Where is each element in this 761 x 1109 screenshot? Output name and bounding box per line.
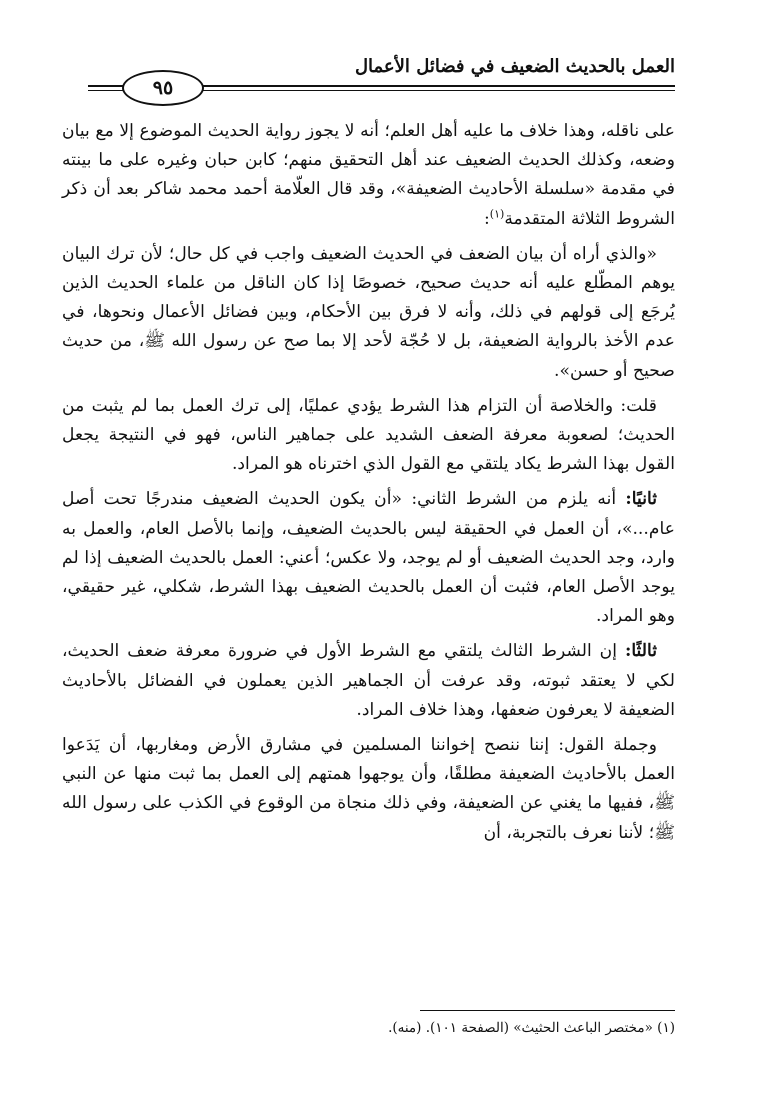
paragraph-3 <box>62 392 675 480</box>
main-text <box>62 117 675 854</box>
paragraph-tail: : <box>484 208 490 229</box>
section-keyword: ثالثًا: <box>624 641 657 662</box>
paragraph-2-quote <box>62 240 675 386</box>
paragraph-text: على ناقله، وهذا خلاف ما عليه أهل العلم؛ أنه لا يجوز رواية الحديث الموضوع إلا مع بيان وضعه، وكذلك الحديث الضعيف عند أهل التحقيق منهم؛ كابن حبان وغيره على ما بينته في مقدمة «سلسلة الأحاديث الضعيفة»، وقد قال العلّامة أحمد محمد شاكر بعد أن ذكر الشروط الثلاثة المتقدمة <box>62 121 675 229</box>
running-title: العمل بالحديث الضعيف في فضائل الأعمال <box>354 56 675 77</box>
running-header <box>88 56 675 102</box>
paragraph-text: أنه يلزم من الشرط الثاني: «أن يكون الحديث الضعيف مندرجًا تحت أصل عام...»، أن العمل في الحقيقة ليس بالحديث الضعيف، وإنما بالأصل العام، والعمل به وارد، وجد الحديث الضعيف أو لم يوجد، ولا عكس؛ أعني: العمل بالحديث الضعيف إذا لم يوجد الأصل العام، فثبت أن العمل بالحديث الضعيف بهذا الشرط، شكلي، غير حقيقي، وهو المراد. <box>62 489 675 627</box>
footnote <box>388 1020 675 1036</box>
paragraph-text: وجملة القول: إننا ننصح إخواننا المسلمين في مشارق الأرض ومغاربها، أن يَدَعوا العمل بالأحاديث الضعيفة مطلقًا، وأن يوجهوا همتهم إلى العمل بما ثبت منها عن النبي ﷺ، ففيها ما يغني عن الضعيفة، وفي ذلك منجاة من الوقوع في الكذب على رسول الله ﷺ؛ لأننا نعرف بالتجربة، أن <box>62 735 675 843</box>
paragraph-text: «والذي أراه أن بيان الضعف في الحديث الضعيف واجب في كل حال؛ لأن ترك البيان يوهم المطّلع عليه أنه حديث صحيح، خصوصًا إذا كان الناقل من علماء الحديث الذين يُرجَع إلى قولهم في ذلك، وأنه لا فرق بين الأحكام، وبين فضائل الأعمال ونحوها، في عدم الأخذ بالرواية الضعيفة، بل لا حُجّة لأحد إلا بما صح عن رسول الله ﷺ، من حديث صحيح أو حسن». <box>62 243 675 381</box>
footnote-reference: (١) <box>489 206 505 220</box>
paragraph-text: إن الشرط الثالث يلتقي مع الشرط الأول في ضرورة معرفة ضعف الحديث، لكي لا يعتقد ثبوته، وقد عرفت أن الجماهير الذين يعملون في الفضائل بالأحاديث الضعيفة لا يعرفون ضعفها، وهذا خلاف المراد. <box>62 641 675 720</box>
section-keyword: ثانيًا: <box>625 489 657 510</box>
page-number: ٩٥ <box>122 70 204 106</box>
paragraph-4-secondly <box>62 485 675 631</box>
paragraph-5-thirdly <box>62 637 675 725</box>
paragraph-1 <box>62 117 675 234</box>
footnote-divider <box>420 1010 675 1011</box>
footnote-text: «مختصر الباعث الحثيث» (الصفحة ١٠١). (منه). <box>388 1020 653 1036</box>
footnote-marker: (١) <box>657 1020 675 1036</box>
paragraph-6 <box>62 731 675 848</box>
paragraph-text: قلت: والخلاصة أن التزام هذا الشرط يؤدي عمليًا، إلى ترك العمل بما لم يثبت من الحديث؛ لصعوبة معرفة الضعف الشديد على جماهير الناس، فهو في النتيجة يجعل القول بهذا الشرط يكاد يلتقي مع القول الذي اخترناه هو المراد. <box>62 395 675 475</box>
